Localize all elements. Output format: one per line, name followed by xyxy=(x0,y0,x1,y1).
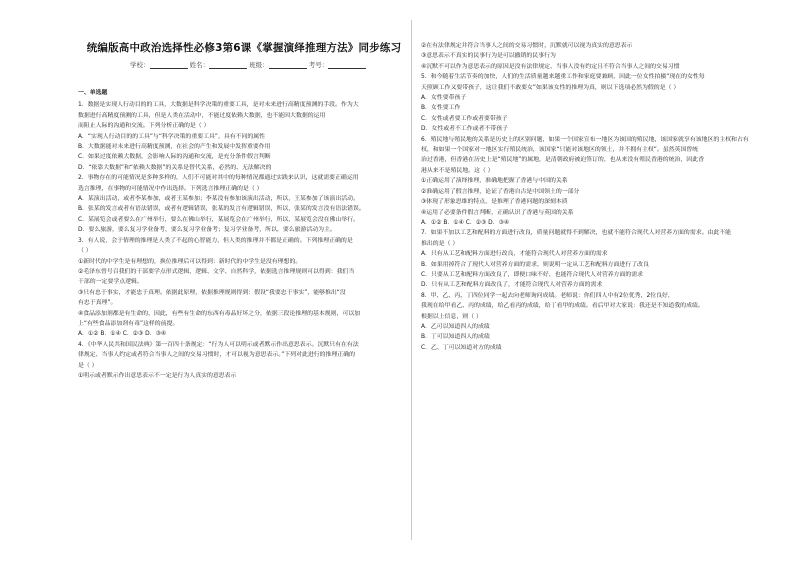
text-line: 律规定、当事人约定或者符合当事人之间的交易习惯时，才可以视为意思表示。”下列对此进行的推理正确的 xyxy=(78,352,355,359)
text-line: ④运用了必要条件假言判断，正确认识了香港与英国的关系 xyxy=(421,209,574,216)
text-line: ④食品添加剂都是有生命的，因此，有些有生命的东西有毒品好坏之分，依据三段论推理的基本规则，可以加 xyxy=(78,310,361,317)
text-line: A．只有从工艺和配料方面进行改良，才能符合现代人对营养方面的需求 xyxy=(421,251,608,258)
text-line: ③体现了形象思维的特点，是推理了香港问题的深刻本质 xyxy=(421,199,568,206)
text-line: 港从来不是殖民地。这（ ） xyxy=(421,167,494,174)
text-line: 数据进行高精度预测的工具，但是人类在活动中，不能过度依赖大数据，也不能因大数据的运用 xyxy=(78,112,326,119)
text-line: B．大数据能对未来进行高精度预测，在社会的产生和发展中发挥重要作用 xyxy=(78,144,271,151)
text-line: C．只要从工艺和配料方面改良了，即便口味不好，也能符合现代人对营养方面的需求 xyxy=(421,271,644,278)
text-line: 治过香港，但香港在历史上是“殖民地”的属地，是清朝政府被迫签订的，也从来没有殖民香港的统治，因此香 xyxy=(421,157,704,164)
text-line: C．某展览会或者要么在广州举行，要么在佛山举行，某展览会在广州举行，所以，某展览会没在佛山举行。 xyxy=(78,216,359,223)
student-info-line xyxy=(130,60,380,69)
name-blank xyxy=(209,61,247,69)
text-line: B．丁可以知道四人的成绩 xyxy=(421,334,490,341)
text-line: 推出的是（ ） xyxy=(421,240,459,247)
text-line: 1．数据是实现人行动目的的工具，大数据是科学决策的重要工具，是对未来进行高精度预测的手段。作为大 xyxy=(78,102,359,109)
text-line: C．乙、丁可以知道对方的成绩 xyxy=(421,344,502,351)
column-divider xyxy=(411,20,412,540)
text-line: 8．甲、乙、丙、丁四位同学一起去向老师询问成绩。老师说：你们四人中有2位优秀，2位良好， xyxy=(421,292,674,299)
text-line: A．①② B．①④ C．②③ D．③④ xyxy=(78,331,167,338)
text-line: 4．《中华人民共和国民法典》第一百四十条规定：“行为人可以明示或者默示作出意思表示。沉默只有在有法 xyxy=(78,341,359,348)
text-line: A．乙可以知道四人的成绩 xyxy=(421,323,490,330)
text-line: B．女性要工作 xyxy=(421,105,461,112)
text-line: 5．和今随着生活节奏的加快，人们的生活质量越来越重工作和家庭要兼顾，因此一位女性拍摄“现在的女性每 xyxy=(421,74,705,81)
text-line: D．只有从工艺和配料方面改良了，才能符合现代人对营养方面的需求 xyxy=(421,282,603,289)
text-line: 3．有人说，会于情理的推理是人类了不起的心智能力，但人类的推理并不都是正确的。下列推理正确的是 xyxy=(78,237,353,244)
text-line: 选言推理，在事物的可能情况中作出选择。下列选言推理正确的是（ ） xyxy=(78,185,263,192)
name-label: 姓名： xyxy=(189,61,210,69)
text-line: ④沉默不可以作为意思表示的原因是没有法律规定、当事人没有约定且不符合当事人之间的交易习惯 xyxy=(421,63,680,70)
text-line: 有忠于真理”。 xyxy=(78,300,117,307)
text-line: 而阻止人际的沟通和交流。下列分析正确的是（ ） xyxy=(78,123,210,130)
text-line: 上“有些食品添加剂有毒”这样的前提。 xyxy=(78,320,179,327)
text-line: A．某演出活动，或者李某参加，或者王某参加；李某没有参加该演出活动，所以，王某参加了该演出活动。 xyxy=(78,196,359,203)
text-line: A．女性要带孩子 xyxy=(421,95,467,102)
text-line: 7．如果不加以工艺和配料的方面进行改良，质量问题就得不到解决，也就不能符合现代人对营养方面的需求。由此不能 xyxy=(421,230,732,237)
text-line: ②毛泽东曾号召我们的干部要学点形式逻辑，逻辑、文学、自然科学，依据选言推理规则可以得到：我们当 xyxy=(78,268,355,275)
text-line: 6．殖民地与殖民地的关系是历史上的区别问题，如果一个国家宣布一地区为该国的殖民地，该国家就享有该地区的主权和占有 xyxy=(421,136,749,143)
text-line: ②准确运用了假言推理，论证了香港自古是中国领土的一部分 xyxy=(421,188,580,195)
text-line: 天照顾工作又要带孩子，这让我们不敢要女”如果该女性的推理为真，则以下选项必然为假的是（ ） xyxy=(421,84,680,91)
text-line: 我现在给甲看乙、丙的成绩，给乙看丙的成绩，给丁看甲的成绩。看后甲对大家说：我还是不知道我的成绩。 xyxy=(421,303,704,310)
text-line: 是（ ） xyxy=(78,362,98,369)
text-line: ③意思表示不真实的民事行为是可以撤销的民事行为 xyxy=(421,53,556,60)
section-title: 一、单选题 xyxy=(78,90,108,96)
right-column-text xyxy=(421,41,751,353)
class-blank xyxy=(269,61,307,69)
left-column-text xyxy=(78,88,404,381)
text-line: ①明示或者默示作出意思表示不一定是行为人真实的意思表示 xyxy=(78,372,237,379)
text-line: （ ） xyxy=(78,248,92,255)
text-line: D．要么旅游，要么复习学业备考，要么复习学业备考；复习学业备考，所以，要么旅游活动为主。 xyxy=(78,227,336,234)
text-line: A．“实现人行动目的的工具”与“科学决策的重要工具”，具有不同的属性 xyxy=(78,133,266,140)
text-line: D．女性或者不工作或者不带孩子 xyxy=(421,126,509,133)
text-line: ①正确运用了演绎推理，准确地把握了香港与中国的关系 xyxy=(421,178,568,185)
document-title: 统编版高中政治选择性必修3第6课《掌握演绎推理方法》同步练习 xyxy=(86,42,402,54)
class-label: 班级： xyxy=(249,61,269,69)
text-line: B．张某的发言或者有语法错误，或者有逻辑错误，张某的发言有逻辑错误，所以，张某的发言没有语法错误。 xyxy=(78,206,365,213)
school-blank xyxy=(150,61,188,69)
text-line: ①新时代的中学生是有理想的，换位推理后可以得到：新时代的中学生是没有理想的。 xyxy=(78,258,302,265)
text-line: 2．事物存在的可能情况是多种多样的，人们不可能对其中的每种情况都通过实践来认识，这就需要正确运用 xyxy=(78,175,359,182)
text-line: A．①② B．①④ C．②③ D．③④ xyxy=(421,219,510,226)
id-blank xyxy=(328,61,366,69)
text-line: B．如果用掉符合了现代人对营养方面的需求，则说明一定从工艺和配料方面进行了改良 xyxy=(421,261,649,268)
school-label: 学校： xyxy=(130,61,150,69)
text-line: C．如果过度依赖大数据，会影响人际的沟通和交流，是充分条件假言判断 xyxy=(78,154,271,161)
text-line: ②在有法律规定并符合当事人之间的交易习惯时，沉默就可以视为真实的意思表示 xyxy=(421,43,633,49)
text-line: 权，和如果一个国家对一地区实行殖民统治，该国家“只能对该地区的领土，并不拥有主权”。虽然英国曾统 xyxy=(421,147,699,154)
text-line: ③只有忠于事实，才能忠于真理。依据此原理，依据推理规则得到：假设“我要忠于事实”，能够推出“没 xyxy=(78,289,346,296)
text-line: 根据以上信息，则（ ） xyxy=(421,313,482,320)
id-label: 考号： xyxy=(308,61,329,69)
text-line: D．“依靠大数据”和“依赖大数据”的关系是替代关系，必然的、无法解决的 xyxy=(78,164,272,171)
text-line: C．女性或者要工作或者要带孩子 xyxy=(421,115,508,122)
text-line: 干部的一定要学点逻辑。 xyxy=(78,279,143,286)
